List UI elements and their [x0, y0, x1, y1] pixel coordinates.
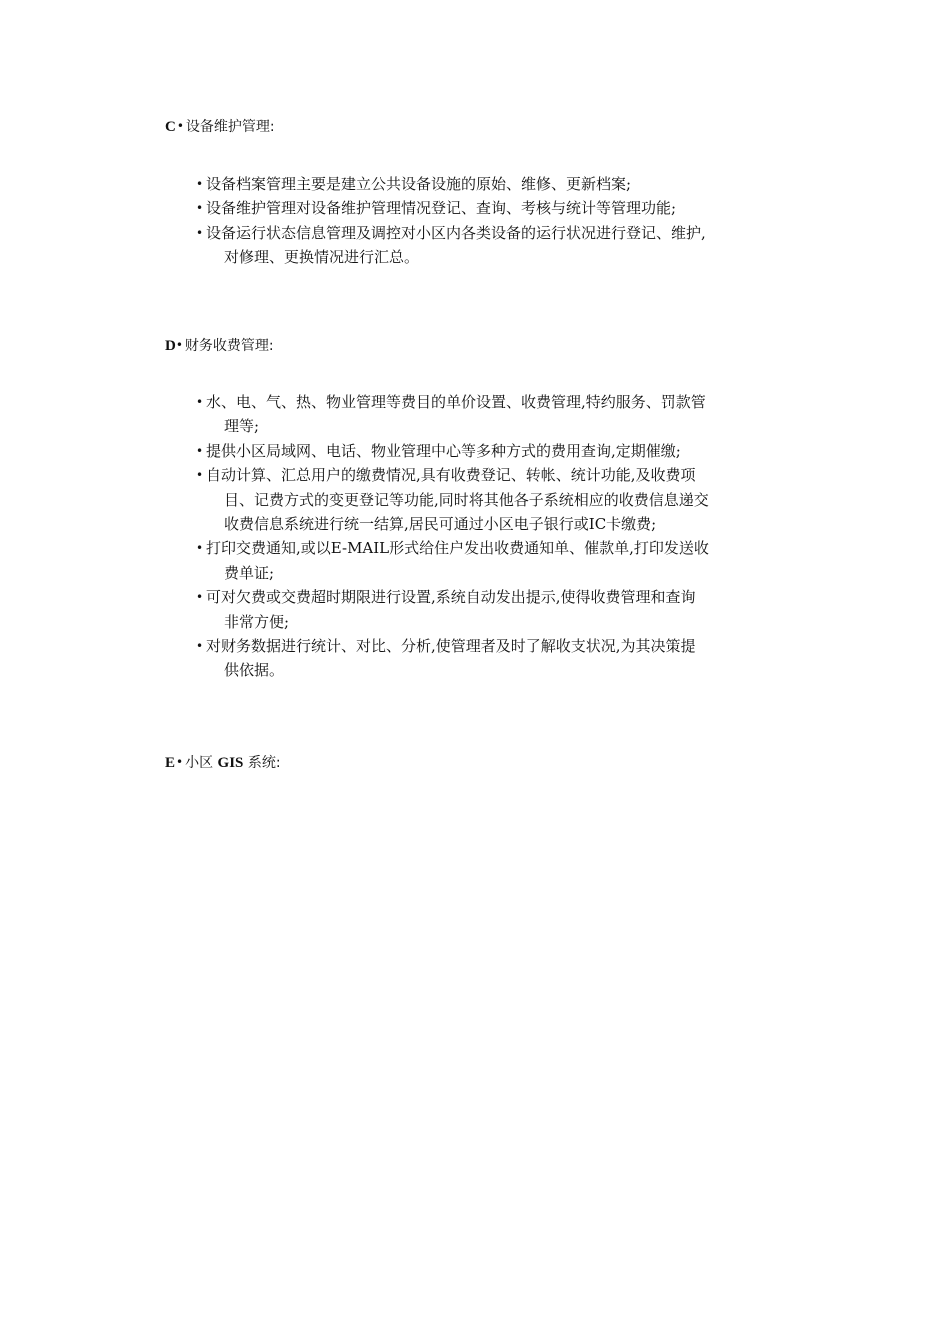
- list-item: [196, 221, 791, 270]
- list-item-line: 打印交费通知,或以E-MAIL形式给住户发出收费通知单、催款单,打印发送收: [206, 539, 709, 558]
- list-item-line: 供依据。: [224, 661, 285, 680]
- list-item: [196, 439, 791, 463]
- bullet-icon: •: [196, 468, 204, 483]
- list-item-text: 设备维护管理对设备维护管理情况登记、查询、考核与统计等管理功能;: [206, 199, 677, 218]
- section-heading-e: [165, 752, 281, 773]
- bullet-icon: •: [196, 541, 204, 556]
- list-item-text: [206, 463, 791, 536]
- list-item-line: 可对欠费或交费超时期限进行设置,系统自动发出提示,使得收费管理和查询: [206, 588, 696, 607]
- bullet-icon: •: [196, 590, 204, 605]
- bullet-icon: •: [196, 443, 204, 458]
- list-item: [196, 390, 791, 439]
- bullet-icon: •: [176, 755, 184, 769]
- bullet-icon: •: [175, 338, 183, 352]
- bullet-icon: •: [196, 177, 204, 191]
- section-heading-c: [165, 116, 275, 137]
- list-item-text: [206, 585, 791, 634]
- list-item: [196, 585, 791, 634]
- section-title-prefix: 小区: [185, 755, 218, 771]
- section-title: 财务收费管理:: [184, 338, 274, 354]
- section-c-list: [196, 172, 791, 270]
- list-item-line: 自动计算、汇总用户的缴费情况,具有收费登记、转帐、统计功能,及收费项: [206, 466, 696, 485]
- list-item-line: 设备运行状态信息管理及调控对小区内各类设备的运行状况进行登记、维护,: [206, 223, 706, 242]
- list-item: [196, 172, 791, 196]
- section-heading-d: [165, 335, 274, 356]
- section-title-bold: GIS: [217, 755, 244, 771]
- list-item-line: 理等;: [224, 417, 260, 436]
- list-item-text: [206, 390, 791, 439]
- list-item-text: [206, 221, 791, 270]
- list-item-line: 对财务数据进行统计、对比、分析,使管理者及时了解收支状况,为其决策提: [206, 637, 696, 656]
- bullet-icon: •: [196, 639, 204, 654]
- list-item: [196, 536, 791, 585]
- section-d-list: [196, 390, 791, 683]
- list-item-line: 水、电、气、热、物业管理等费目的单价设置、收费管理,特约服务、罚款管: [206, 393, 706, 411]
- section-letter: C: [165, 119, 176, 135]
- list-item-line: 目、记费方式的变更登记等功能,同时将其他各子系统相应的收费信息递交: [224, 490, 709, 509]
- list-item-text: [206, 634, 791, 683]
- list-item-line: 费单证;: [224, 563, 275, 582]
- section-title: 设备维护管理:: [185, 119, 275, 135]
- list-item-line: 收费信息系统进行统一结算,居民可通过小区电子银行或IC卡缴费;: [224, 515, 657, 534]
- list-item-text: [206, 536, 791, 585]
- section-letter: E: [165, 755, 176, 771]
- section-letter: D: [165, 338, 176, 354]
- list-item-line: 非常方便;: [224, 612, 290, 631]
- list-item: [196, 196, 791, 220]
- list-item: [196, 634, 791, 683]
- bullet-icon: •: [176, 119, 184, 133]
- bullet-icon: •: [196, 201, 204, 216]
- bullet-icon: •: [196, 395, 204, 409]
- bullet-icon: •: [196, 225, 204, 240]
- list-item-text: 提供小区局域网、电话、物业管理中心等多种方式的费用查询,定期催缴;: [206, 441, 681, 460]
- list-item: [196, 463, 791, 536]
- list-item-text: 设备档案管理主要是建立公共设备设施的原始、维修、更新档案;: [206, 175, 632, 193]
- list-item-line: 对修理、更换情况进行汇总。: [224, 248, 420, 267]
- section-title-suffix: 系统:: [243, 755, 281, 771]
